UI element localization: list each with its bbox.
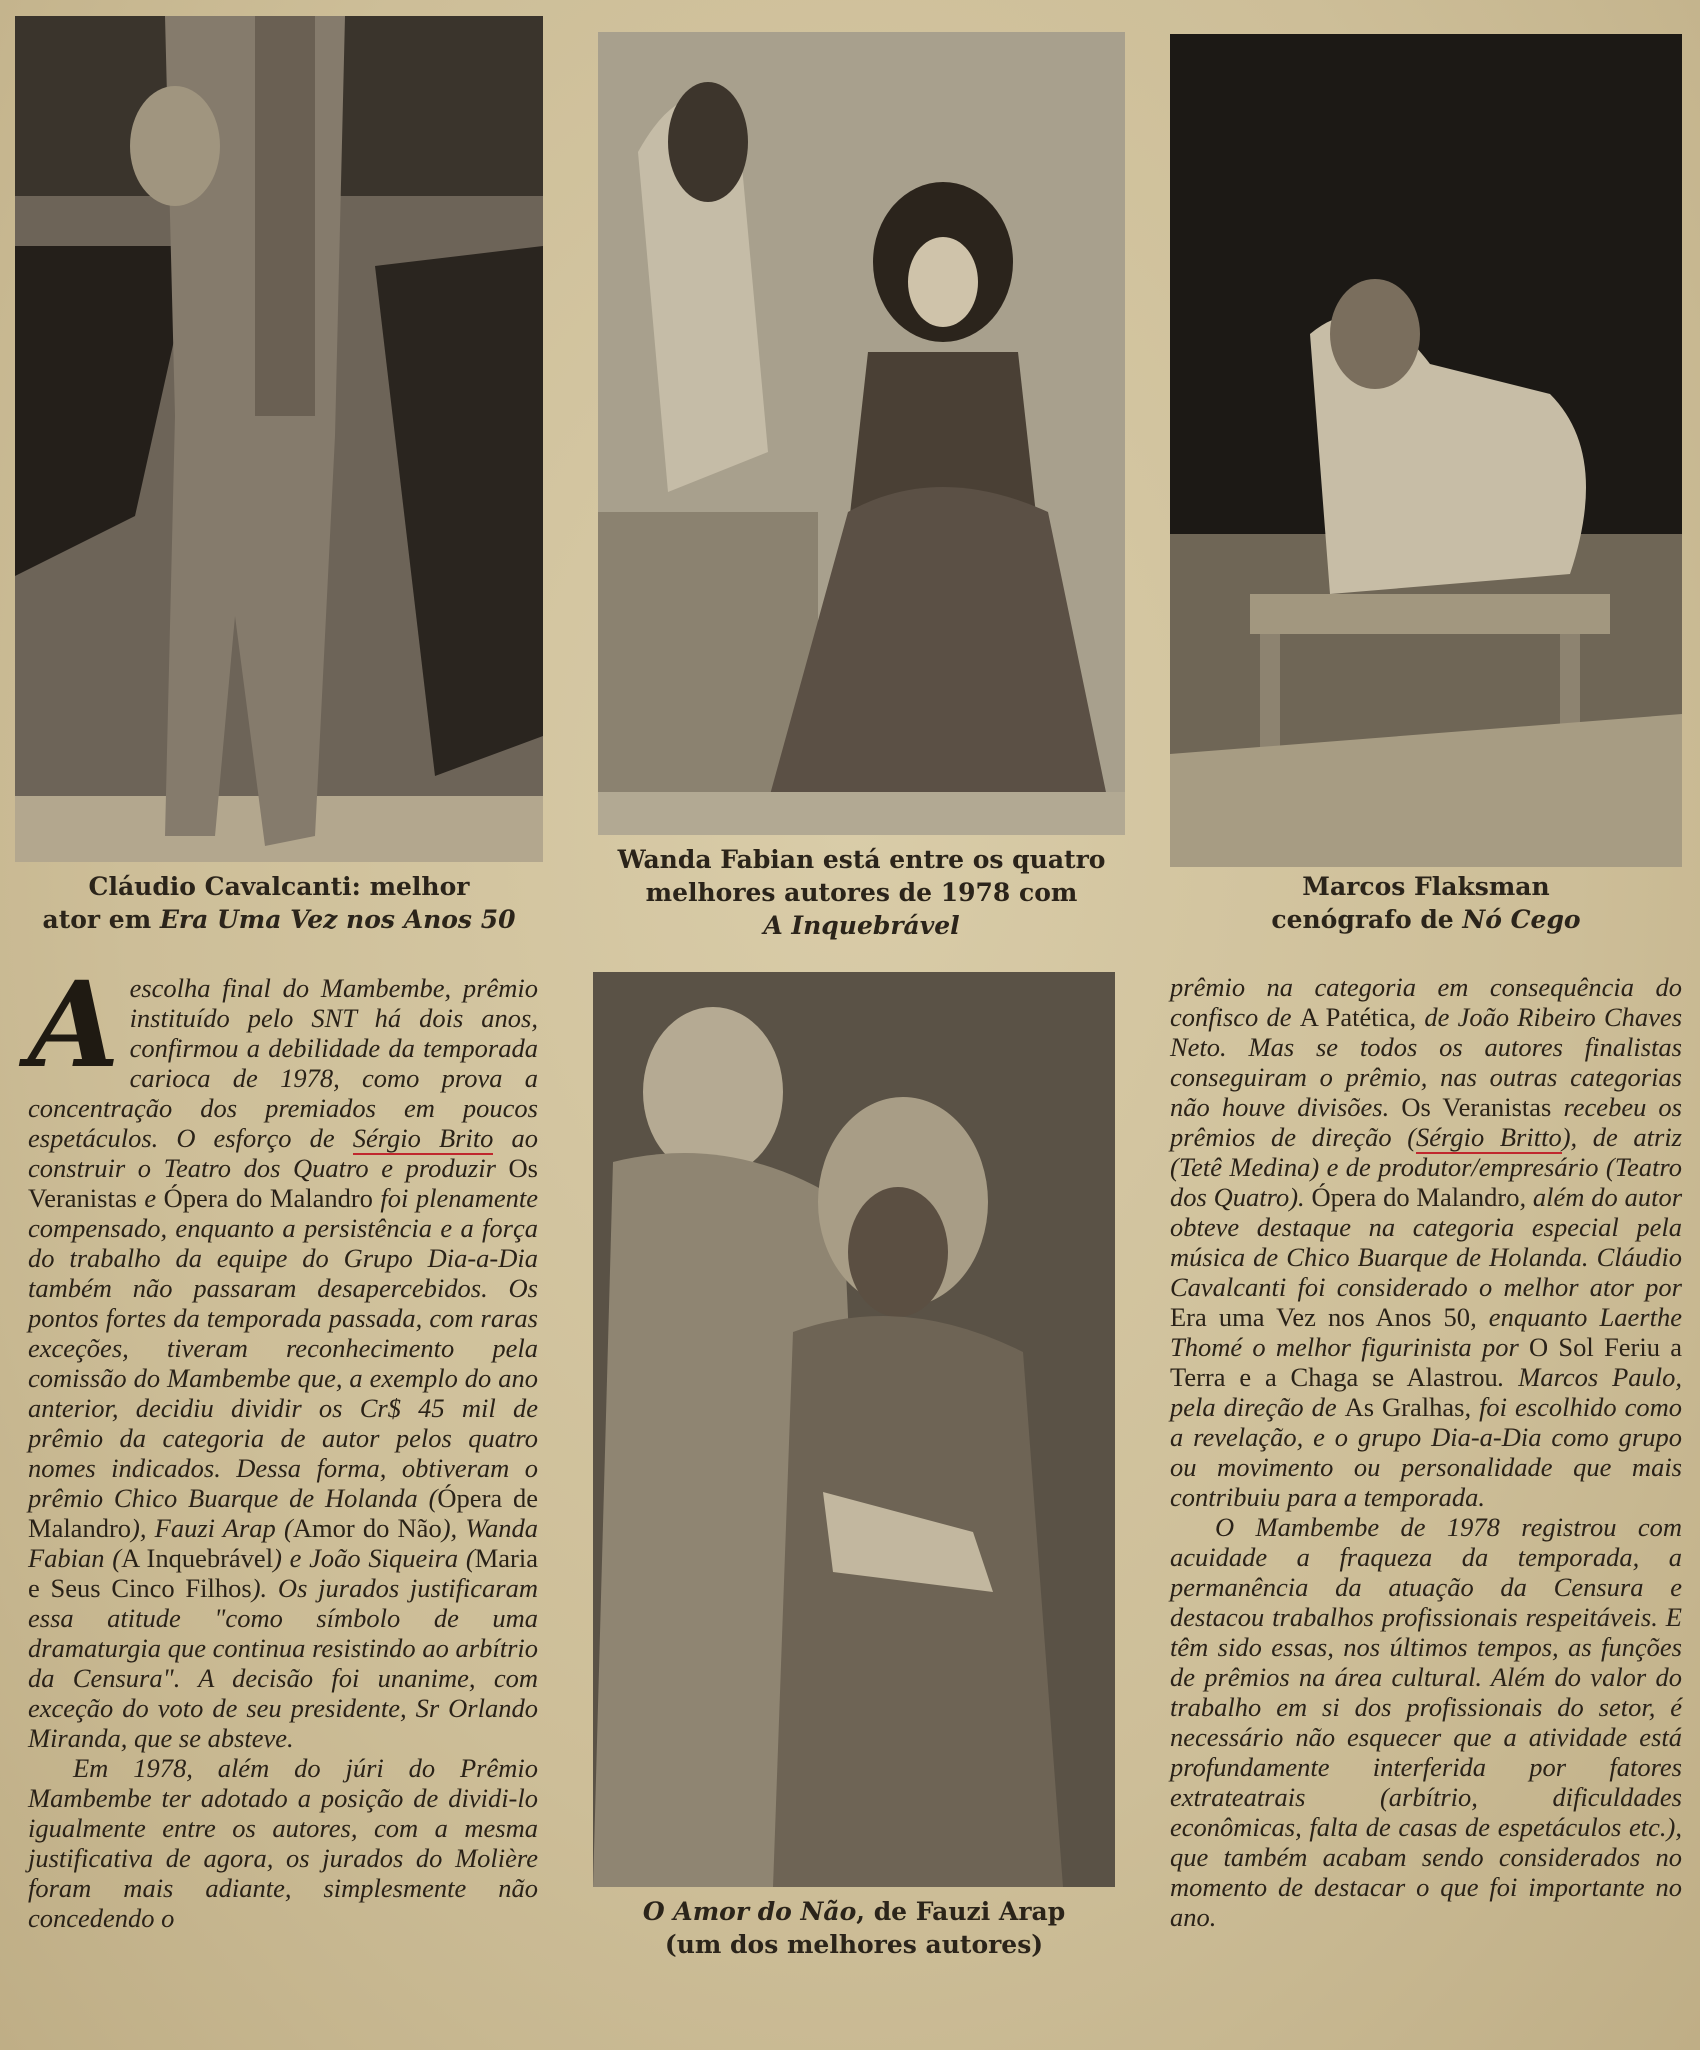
article-column-right: prêmio na categoria em consequência do confisco de A Patética, de João Ribeiro Chaves Neto. Mas se todos os autores finalistas conseguiram o prêmio, nas outras categorias não houve divisões. Os Veranistas recebeu os prêmios de direção (Sérgio Britto), de atriz (Tetê Medina) e de produtor/empresário (Teatro dos Quatro). Ópera do Malandro, além do autor obteve destaque na categoria especial pela música de Chico Buarque de Holanda. Cláudio Cavalcanti foi considerado o melhor ator por Era uma Vez nos Anos 50, enquanto Laerthe Thomé o melhor figurinista por O Sol Feriu a Terra e a Chaga se Alastrou. Marcos Paulo, pela direção de As Gralhas, foi escolhido como a revelação, e o grupo Dia-a-Dia como grupo ou movimento ou personalidade que mais contribuiu para a temporada. O Mambembe de 1978 registrou com acuidade a fraqueza da temporada, a permanência da atuação da Censura e destacou trabalhos profissionais respeitáveis. E têm sido essas, nos últimos tempos, as funções de prêmios na área cultural. Além do valor do trabalho em si dos profissionais do setor, é necessário não esquecer que a atividade está profundamente interferida por fatores extrateatrais (arbítrio, dificuldades econômicas, falta de casas de espetáculos etc.), que também acabam sendo considerados no momento de destacar o que foi importante no ano. xyxy=(1170,972,1683,1932)
photo-wanda-fabian xyxy=(598,32,1125,835)
caption-photo-3: Marcos Flaksman cenógrafo de Nó Cego xyxy=(1271,872,1581,934)
name-sergio-brito: Sérgio Brito xyxy=(352,1123,494,1153)
photo-amor-do-nao xyxy=(593,972,1115,1887)
caption-photo-1: Cláudio Cavalcanti: melhor ator em Era Uma Vez nos Anos 50 xyxy=(42,872,516,934)
paragraph-right-2: O Mambembe de 1978 registrou com acuidade a fraqueza da temporada, a permanência da atuação da Censura e destacou trabalhos profissionais respeitáveis. E têm sido essas, nos últimos tempos, as funções de prêmios na área cultural. Além do valor do trabalho em si dos profissionais do setor, é necessário não esquecer que a atividade está profundamente interferida por fatores extrateatrais (arbítrio, dificuldades econômicas, falta de casas de espetáculos etc.), que também acabam sendo considerados no momento de destacar o que foi importante no ano. xyxy=(1170,1512,1682,1932)
caption-photo-2: Wanda Fabian está entre os quatro melhores autores de 1978 com A Inquebrável xyxy=(617,845,1106,940)
caption-photo-4: O Amor do Não, de Fauzi Arap (um dos melhores autores) xyxy=(642,1897,1066,1959)
photo-claudio-cavalcanti xyxy=(15,16,543,862)
name-sergio-britto: Sérgio Britto xyxy=(1416,1122,1562,1152)
photo-marcos-flaksman xyxy=(1170,34,1682,867)
drop-cap: A xyxy=(28,955,120,1094)
paragraph-left-2: Em 1978, além do júri do Prêmio Mambembe ter adotado a posição de dividi-lo igualmente entre os autores, com a mesma justificativa de agora, os jurados do Molière foram mais adiante, simplesmente não concedendo o xyxy=(28,1753,538,1933)
article-column-left: Aescolha final do Mambembe, prêmio instituído pelo SNT há dois anos, confirmou a debilidade da temporada carioca de 1978, como prova a concentração dos premiados em poucos espetáculos. O esforço de Sérgio Brito ao construir o Teatro dos Quatro e produzir Os Veranistas e Ópera do Malandro foi plenamente compensado, enquanto a persistência e a força do trabalho da equipe do Grupo Dia-a-Dia também não passaram desapercebidos. Os pontos fortes da temporada passada, com raras exceções, tiveram reconhecimento pela comissão do Mambembe que, a exemplo do ano anterior, decidiu dividir os Cr$ 45 mil de prêmio da categoria de autor pelos quatro nomes indicados. Dessa forma, obtiveram o prêmio Chico Buarque de Holanda (Ópera de Malandro), Fauzi Arap (Amor do Não), Wanda Fabian (A Inquebrável) e João Siqueira (Maria e Seus Cinco Filhos). Os jurados justificaram essa atitude "como símbolo de uma dramaturgia que continua resistindo ao arbítrio da Censura". A decisão foi unanime, com exceção do voto de seu presidente, Sr Orlando Miranda, que se absteve. Em 1978, além do júri do Prêmio Mambembe ter adotado a posição de dividi-lo igualmente entre os autores, com a mesma justificativa de agora, os jurados do Molière foram mais adiante, simplesmente não concedendo o xyxy=(28,955,539,1933)
